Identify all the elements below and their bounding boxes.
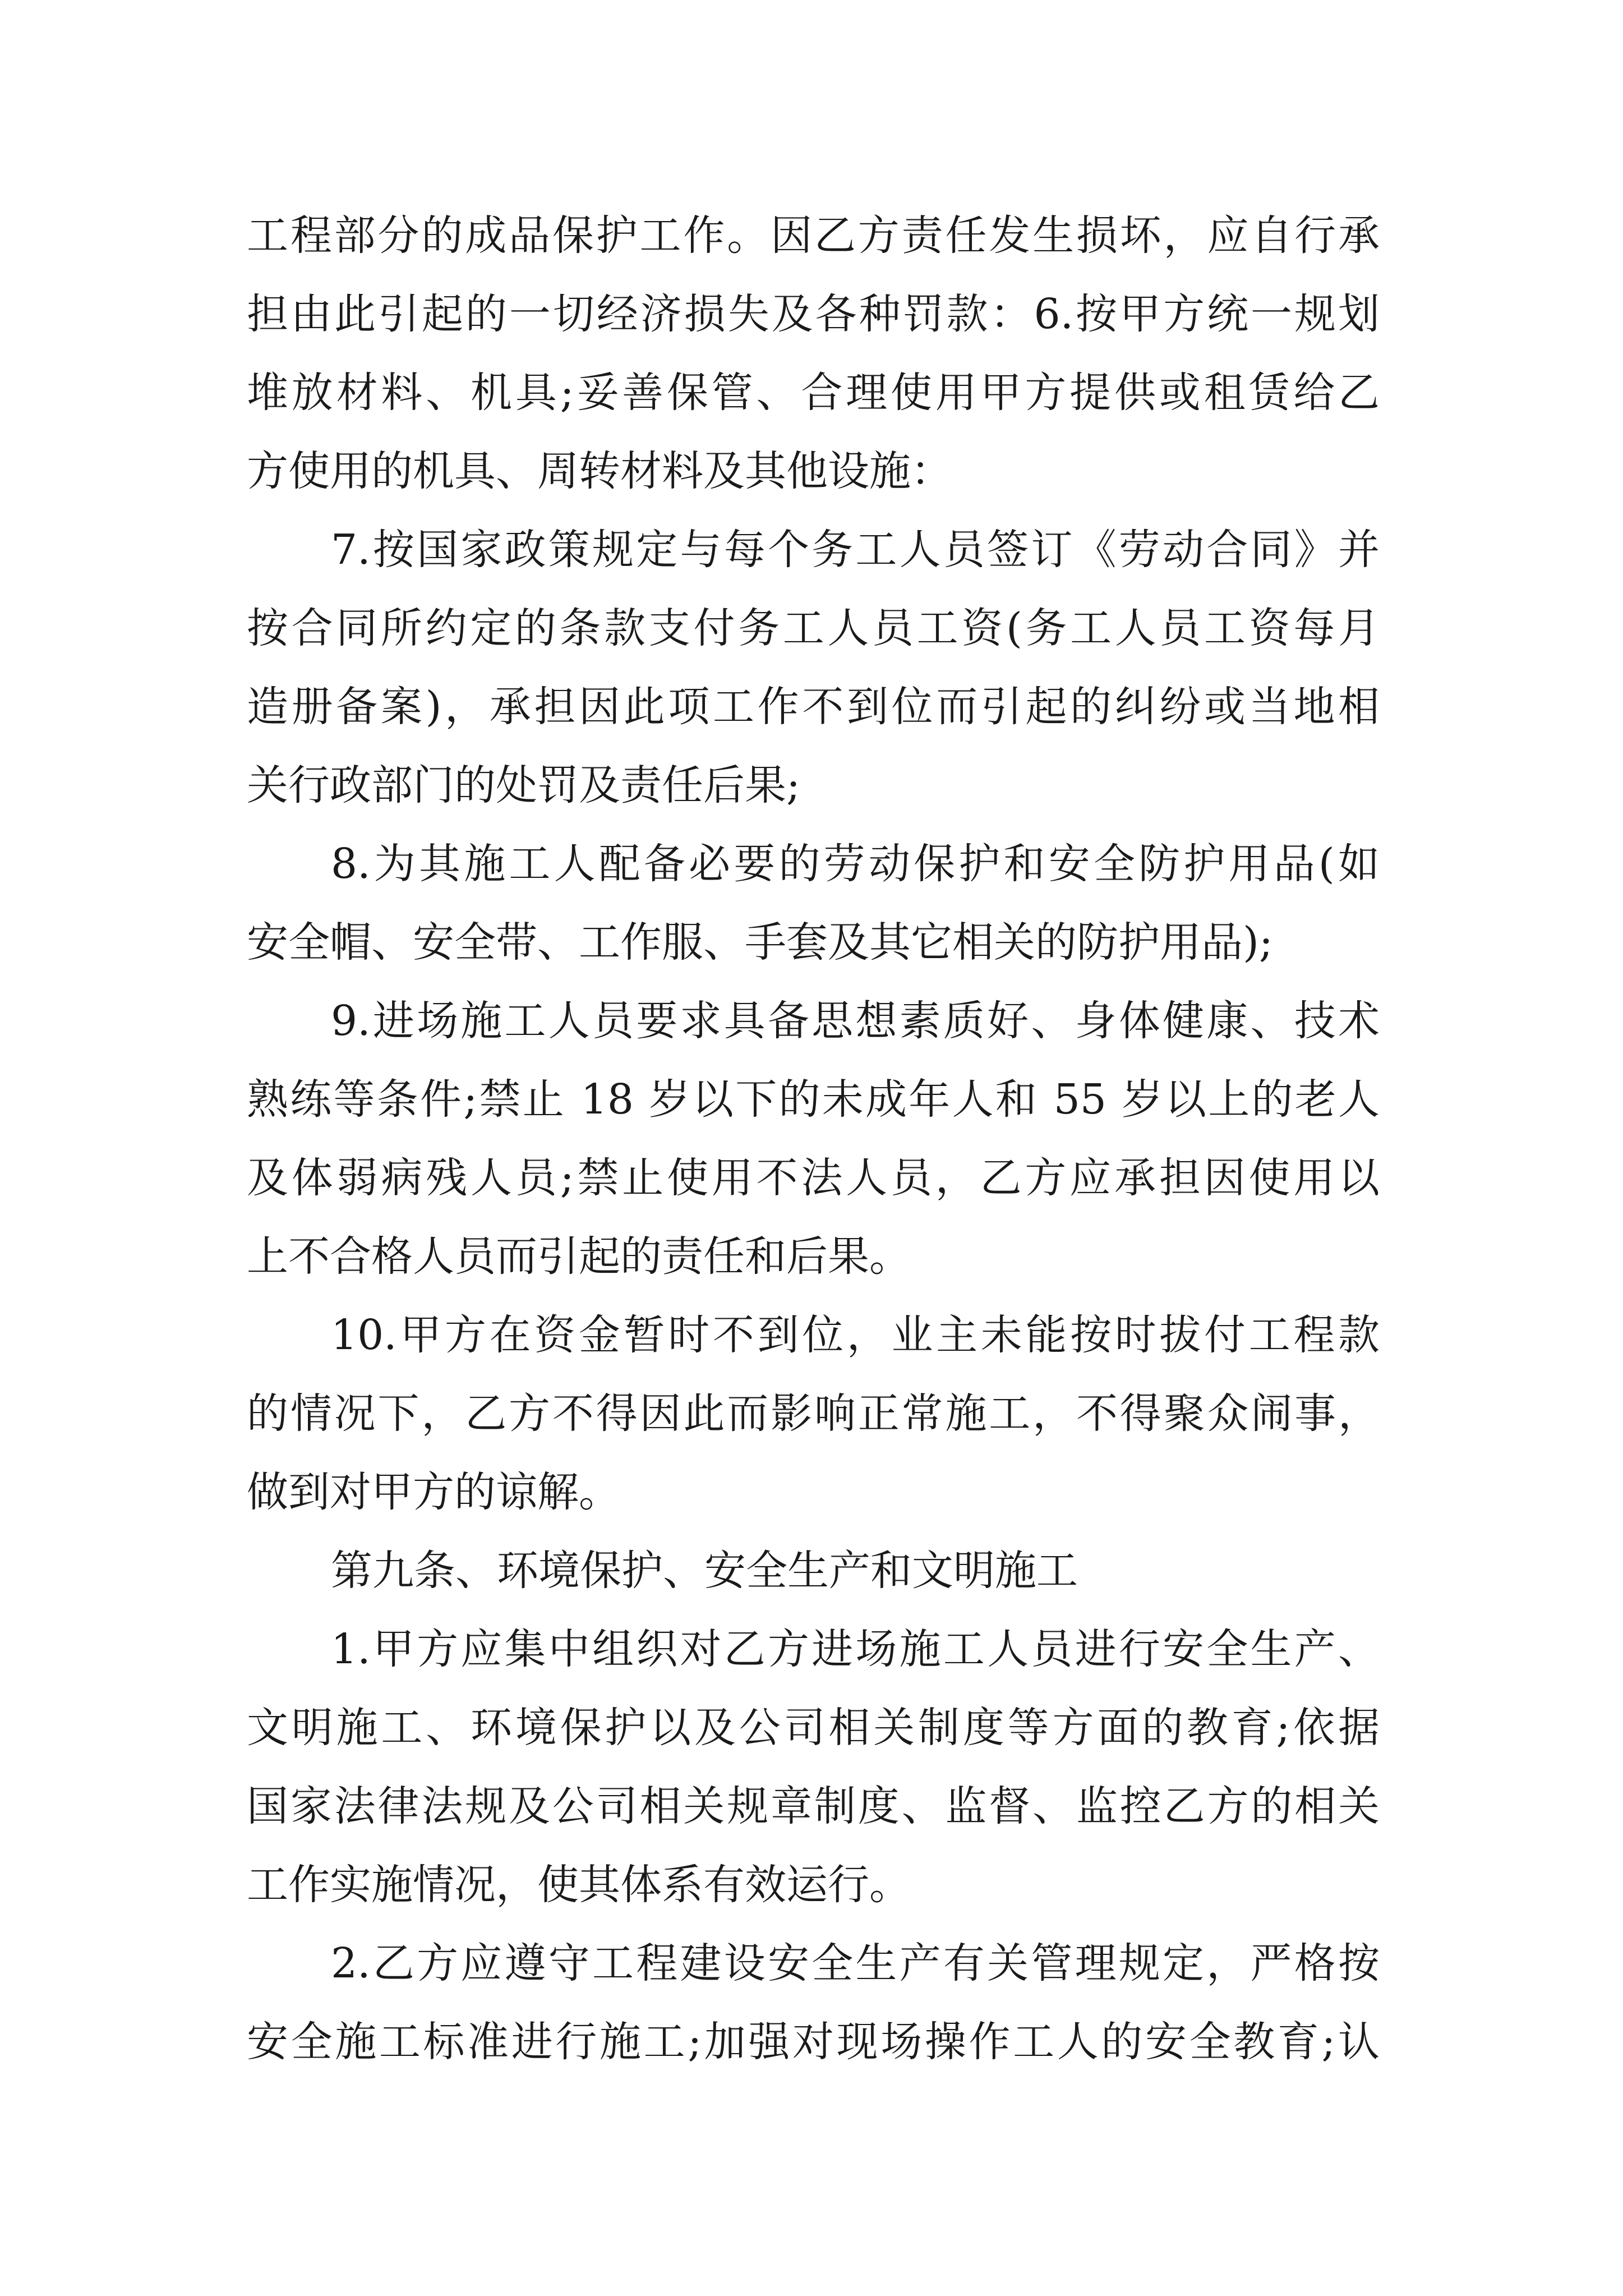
text-line: 担由此引起的一切经济损失及各种罚款：6.按甲方统一规划	[247, 290, 1380, 338]
text-line: 安全施工标准进行施工;加强对现场操作工人的安全教育;认	[247, 2018, 1380, 2066]
text-line: 工作实施情况，使其体系有效运行。	[247, 1861, 911, 1909]
text-line: 1.甲方应集中组织对乙方进场施工人员进行安全生产、	[331, 1625, 1380, 1673]
text-line: 9.进场施工人员要求具备思想素质好、身体健康、技术	[331, 997, 1380, 1045]
section-heading: 第九条、环境保护、安全生产和文明施工	[331, 1547, 1078, 1595]
text-line: 堆放材料、机具;妥善保管、合理使用甲方提供或租赁给乙	[247, 369, 1380, 417]
text-line: 10.甲方在资金暂时不到位，业主未能按时拔付工程款	[331, 1311, 1380, 1359]
text-line: 造册备案)，承担因此项工作不到位而引起的纠纷或当地相	[247, 683, 1380, 731]
text-line: 方使用的机具、周转材料及其他设施：	[247, 447, 952, 495]
text-line: 上不合格人员而引起的责任和后果。	[247, 1232, 911, 1281]
text-line: 8.为其施工人配备必要的劳动保护和安全防护用品(如	[331, 840, 1380, 888]
text-line: 工程部分的成品保护工作。因乙方责任发生损坏，应自行承	[247, 211, 1380, 260]
text-line: 7.按国家政策规定与每个务工人员签订《劳动合同》并	[331, 526, 1380, 574]
text-line: 熟练等条件;禁止 18 岁以下的未成年人和 55 岁以上的老人	[247, 1075, 1380, 1124]
text-line: 2.乙方应遵守工程建设安全生产有关管理规定，严格按	[331, 1939, 1380, 1987]
text-line: 及体弱病残人员;禁止使用不法人员，乙方应承担因使用以	[247, 1154, 1380, 1202]
text-line: 的情况下，乙方不得因此而影响正常施工，不得聚众闹事，	[247, 1389, 1380, 1438]
text-line: 关行政部门的处罚及责任后果;	[247, 761, 800, 809]
text-line: 按合同所约定的条款支付务工人员工资(务工人员工资每月	[247, 604, 1380, 652]
text-line: 国家法律法规及公司相关规章制度、监督、监控乙方的相关	[247, 1782, 1380, 1830]
text-line: 做到对甲方的谅解。	[247, 1468, 620, 1516]
text-line: 安全帽、安全带、工作服、手套及其它相关的防护用品);	[247, 918, 1273, 967]
text-line: 文明施工、环境保护以及公司相关制度等方面的教育;依据	[247, 1704, 1380, 1752]
